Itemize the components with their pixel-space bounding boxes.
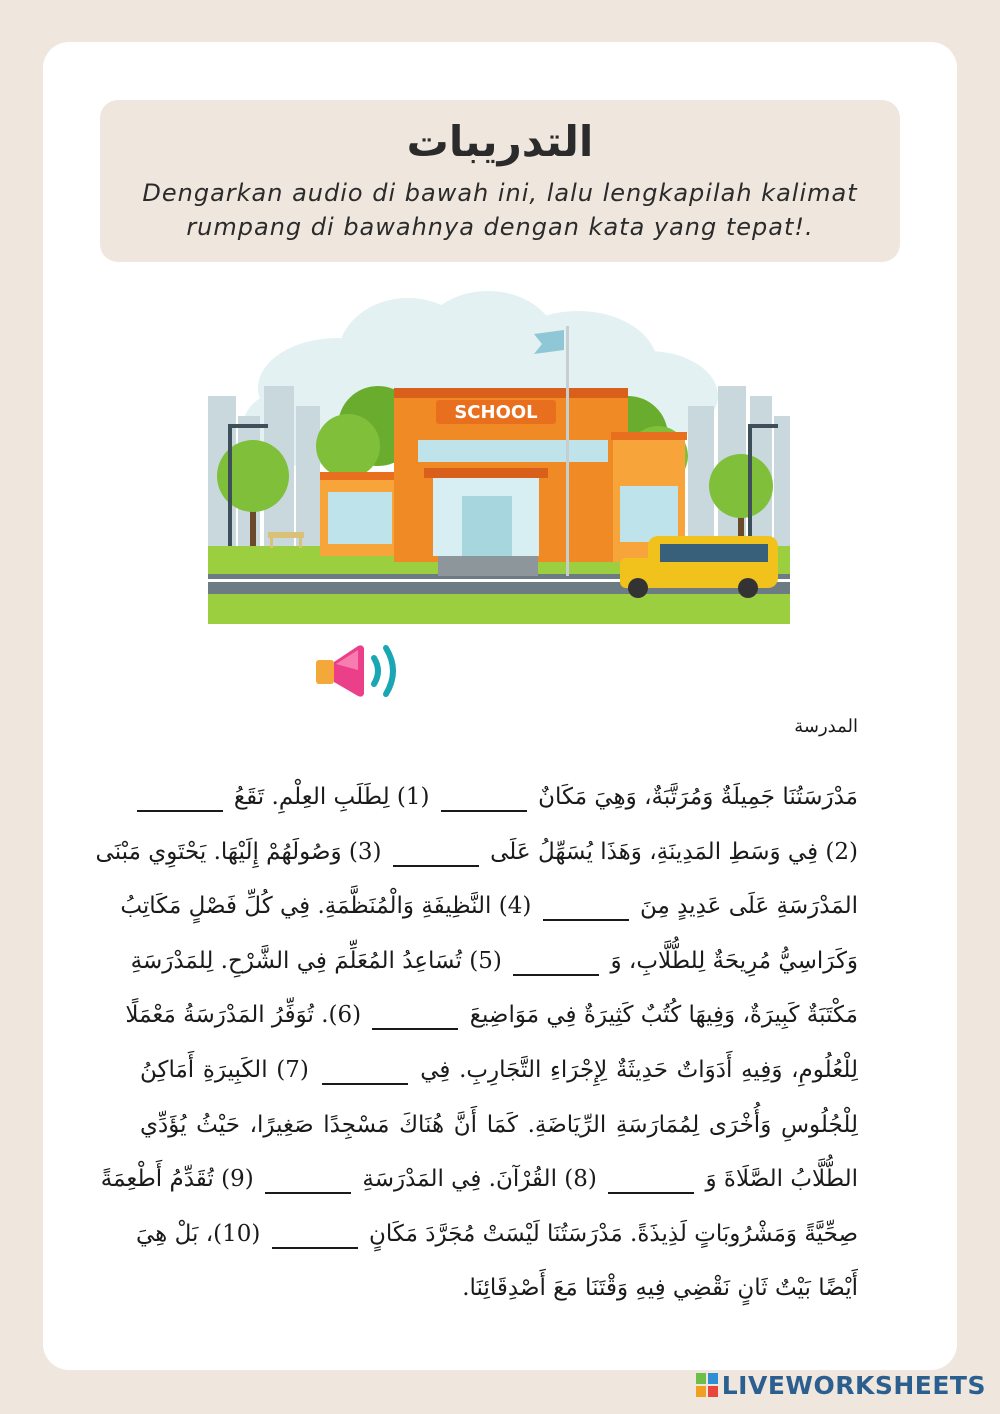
passage-text: (4) النَّظِيفَةِ وَالْمُنَظَّمَةِ. فِي كُلِّ فَصْلٍ مَكَاتِبُ xyxy=(120,893,532,920)
blank-8-input[interactable] xyxy=(608,1166,694,1194)
passage-title: المدرسة xyxy=(794,716,858,737)
passage-line xyxy=(140,1261,858,1316)
audio-speaker-icon[interactable] xyxy=(314,640,404,702)
passage-text: (7) الكَبِيرَةِ أَمَاكِنُ xyxy=(140,1056,309,1083)
liveworksheets-logo[interactable] xyxy=(696,1370,986,1400)
page-title: التدريبات xyxy=(406,117,594,166)
school-illustration xyxy=(208,296,790,624)
passage-line xyxy=(140,1098,858,1153)
passage-line xyxy=(140,1043,858,1098)
passage-text: مَكْتَبَةٌ كَبِيرَةٌ، وَفِيهَا كُتُبٌ كَثِيرَةٌ فِي مَوَاضِيعَ xyxy=(469,1002,858,1029)
passage-text: (6). تُوَفِّرُ المَدْرَسَةُ مَعْمَلًا xyxy=(125,1002,362,1029)
passage-text: (10)، بَلْ هِيَ xyxy=(136,1220,261,1247)
blank-6-input[interactable] xyxy=(372,1002,458,1030)
passage-text: (3) وَصُولَهُمْ إِلَيْهَا. يَحْتَوِي مَبْنَى xyxy=(95,838,382,865)
passage-text: أَيْضًا بَيْتٌ ثَانٍ نَقْضِي فِيهِ وَقْتَنَا مَعَ أَصْدِقَائِنَا. xyxy=(462,1275,858,1302)
passage-text: المَدْرَسَةِ عَلَى عَدِيدٍ مِنَ xyxy=(639,893,858,920)
school-sign-text: SCHOOL xyxy=(454,402,538,423)
passage-line xyxy=(100,1152,858,1207)
blank-2-input[interactable] xyxy=(137,784,223,812)
passage-line xyxy=(95,825,858,880)
blank-10-input[interactable] xyxy=(272,1221,358,1249)
blank-9-input[interactable] xyxy=(265,1166,351,1194)
passage-text: صِحِّيَّةً وَمَشْرُوبَاتٍ لَذِيذَةً. مَدْرَسَتُنَا لَيْسَتْ مُجَرَّدَ مَكَانٍ xyxy=(369,1220,858,1247)
passage-text: وَكَرَاسِيُّ مُرِيحَةٌ لِلطُّلَّابِ، وَ xyxy=(610,947,858,974)
logo-blocks-icon xyxy=(696,1373,718,1397)
blank-5-input[interactable] xyxy=(513,948,599,976)
passage-text: لِلْعُلُومِ، وَفِيهِ أَدَوَاتٌ حَدِيثَةٌ لِإِجْرَاءِ التَّجَارِبِ. فِي xyxy=(420,1056,859,1083)
passage-line xyxy=(120,879,858,934)
passage-text: (8) القُرْآنَ. فِي المَدْرَسَةِ xyxy=(362,1166,597,1193)
passage-text: (9) تُقَدِّمُ أَطْعِمَةً xyxy=(100,1166,254,1193)
blank-7-input[interactable] xyxy=(322,1057,408,1085)
passage-line xyxy=(140,770,858,825)
logo-text: LIVEWORKSHEETS xyxy=(721,1370,986,1400)
blank-1-input[interactable] xyxy=(441,784,527,812)
passage-text: (2) فِي وَسَطِ المَدِينَةِ، وَهَذَا يُسَهِّلُ عَلَى xyxy=(490,838,858,865)
passage-text: (1) لِطَلَبِ العِلْمِ. تَقَعُ xyxy=(233,784,430,810)
passage-text: لِلْجُلُوسِ وَأُخْرَى لِمُمَارَسَةِ الرِّيَاضَةِ. كَمَا أَنَّ هُنَاكَ مَسْجِدًا صَغِيرًا، حَيْثُ يُؤَدِّي xyxy=(140,1111,858,1138)
passage-text: مَدْرَسَتُنَا جَمِيلَةٌ وَمُرَتَّبَةٌ، وَهِيَ مَكَانٌ xyxy=(538,784,858,810)
passage-line xyxy=(136,1207,858,1262)
instruction-text: Dengarkan audio di bawah ini, lalu lengkapilah kalimat rumpang di bawahnya dengan kata yang tepat!. xyxy=(142,179,858,241)
passage-line xyxy=(125,988,858,1043)
passage xyxy=(95,770,859,1316)
blank-4-input[interactable] xyxy=(543,893,629,921)
passage-line xyxy=(130,934,858,989)
header-box xyxy=(100,100,900,262)
passage-text: الطُّلَّابُ الصَّلَاةَ وَ xyxy=(705,1166,858,1193)
blank-3-input[interactable] xyxy=(393,839,479,867)
passage-text: (5) تُسَاعِدُ المُعَلِّمَ فِي الشَّرْحِ. لِلمَدْرَسَةِ xyxy=(130,947,502,974)
